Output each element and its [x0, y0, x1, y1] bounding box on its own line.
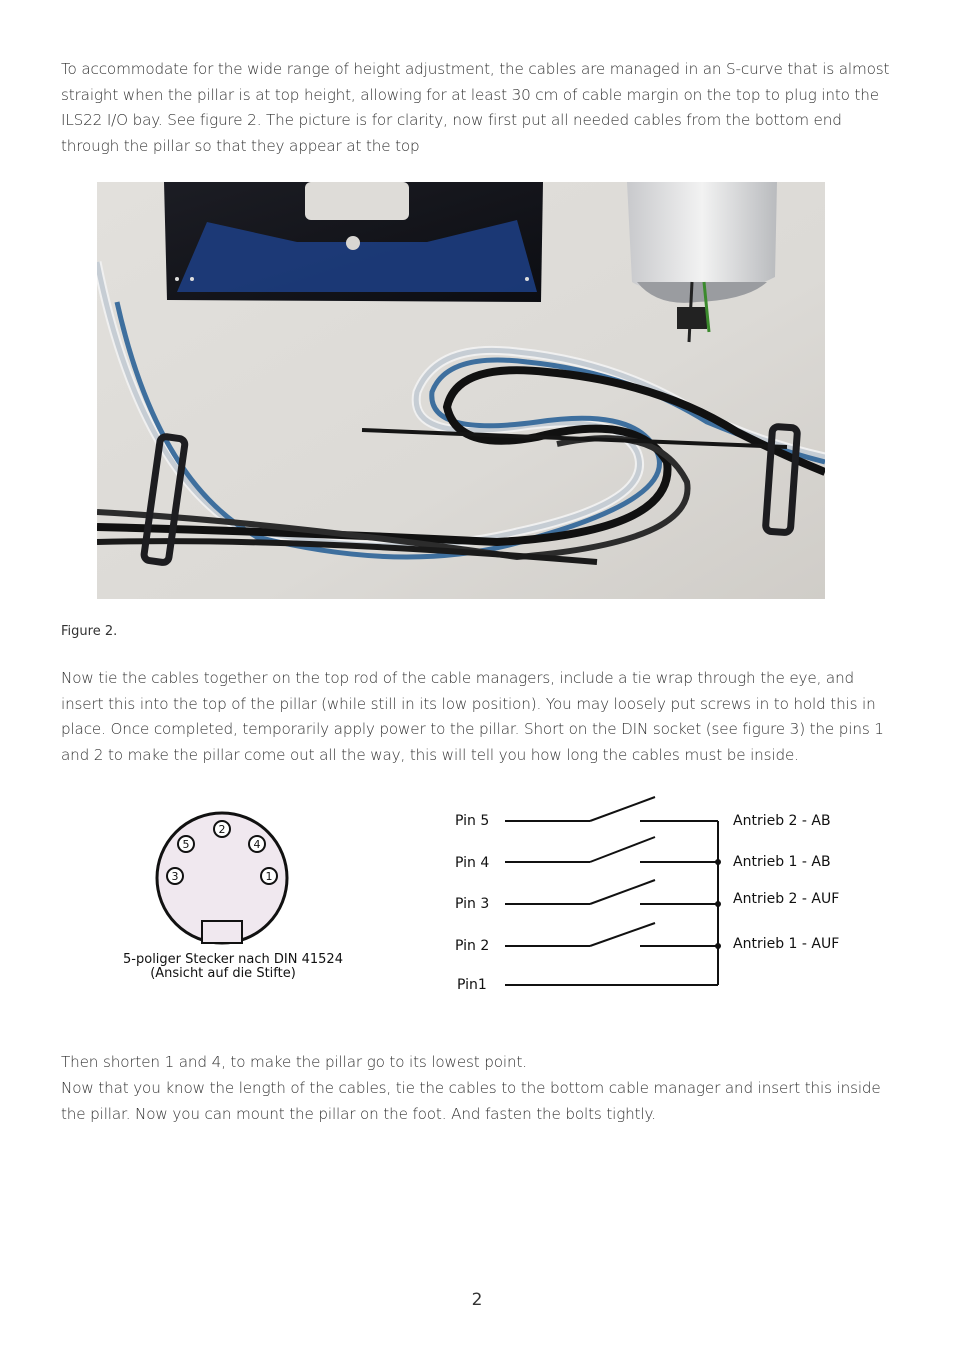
output-antrieb1-ab: Antrieb 1 - AB	[733, 854, 831, 870]
figure2-caption: Figure 2.	[61, 624, 118, 639]
length-paragraph: Now that you know the length of the cables, tie the cables to the bottom cable manager and insert this inside the pillar. Now you can mount the pillar on the foot. And fasten the bolts tightly.	[61, 1079, 881, 1123]
svg-text:3: 3	[171, 870, 179, 883]
pin-wiring-diagram	[450, 790, 870, 1000]
svg-text:4: 4	[253, 838, 261, 851]
cable-manager-photo	[97, 182, 825, 599]
page-number: 2	[471, 1290, 483, 1310]
din-label-line2: (Ansicht auf die Stifte)	[150, 966, 296, 981]
pin1-label: Pin1	[457, 977, 487, 993]
din-connector-diagram	[90, 808, 350, 988]
pin3-label: Pin 3	[455, 896, 490, 912]
intro-paragraph: To accommodate for the wide range of height adjustment, the cables are managed in an S-curve that is almost straight when the pillar is at top height, allowing for at least 30 cm of cable margin on the top to plug into the ILS22 I/O bay. See figure 2. The picture is for clarity, now first put all needed cables from the bottom end through the pillar so that they appear at the top	[61, 60, 890, 155]
svg-text:2: 2	[218, 823, 226, 836]
pin2-label: Pin 2	[455, 938, 490, 954]
din-pin-1	[261, 868, 277, 884]
svg-text:1: 1	[265, 870, 273, 883]
din-pin-4	[249, 836, 265, 852]
tie-paragraph: Now tie the cables together on the top rod of the cable managers, include a tie wrap through the eye, and insert this into the top of the pillar (while still in its low position). You may loosely put screws in to hold this in place. Once completed, temporarily apply power to the pillar. Short on the DIN socket (see figure 3) the pins 1 and 2 to make the pillar come out all the way, this will tell you how long the cables must be inside.	[61, 669, 884, 764]
output-antrieb2-auf: Antrieb 2 - AUF	[733, 891, 840, 907]
pin5-label: Pin 5	[455, 813, 490, 829]
pin4-label: Pin 4	[455, 855, 490, 871]
din-pin-5	[178, 836, 194, 852]
din-label-line1: 5-poliger Stecker nach DIN 41524	[123, 952, 343, 967]
din-pin-2	[214, 821, 230, 837]
svg-text:5: 5	[182, 838, 190, 851]
shorten-paragraph: Then shorten 1 and 4, to make the pillar go to its lowest point.	[61, 1053, 527, 1071]
din-pin-3	[167, 868, 183, 884]
output-antrieb1-auf: Antrieb 1 - AUF	[733, 936, 840, 952]
output-antrieb2-ab: Antrieb 2 - AB	[733, 813, 831, 829]
